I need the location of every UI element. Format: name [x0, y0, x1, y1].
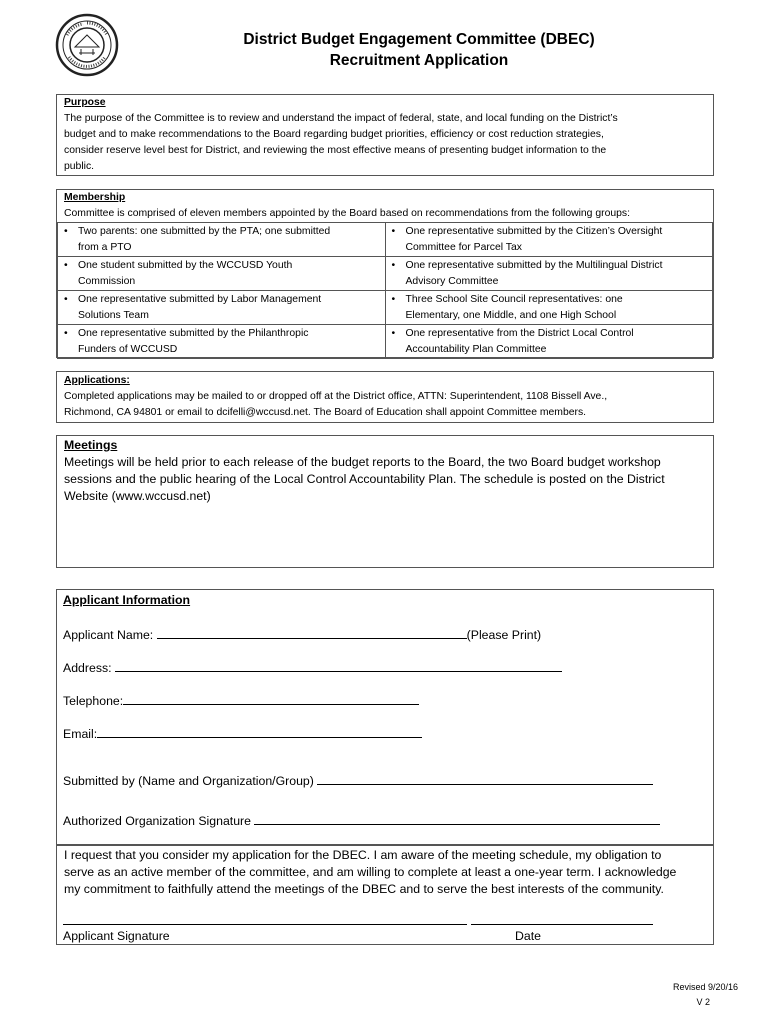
meetings-line: sessions and the public hearing of the Local Control Accountability Plan. The schedule is posted on the District [64, 472, 665, 486]
purpose-line: budget and to make recommendations to the Board regarding budget priorities, efficiency or cost reduction strategies, [64, 129, 604, 140]
applications-line: Completed applications may be mailed to or dropped off at the District office, ATTN: Superintendent, 1108 Bissell Ave., [64, 391, 608, 402]
submitted-by-label: Submitted by (Name and Organization/Group) [63, 774, 314, 788]
purpose-line: The purpose of the Committee is to review and understand the impact of federal, state, and local funding on the District’s [64, 113, 618, 124]
purpose-line: consider reserve level best for District, and reviewing the most effective means of presenting budget information to the [64, 145, 607, 156]
membership-section [56, 189, 714, 358]
address-field[interactable] [115, 659, 562, 672]
email-field[interactable] [97, 725, 422, 738]
purpose-line: public. [64, 161, 95, 172]
date-field[interactable] [471, 912, 653, 925]
meetings-line: Website (www.wccusd.net) [64, 489, 211, 503]
date-label: Date [515, 929, 541, 943]
applicant-name-row [63, 626, 541, 642]
applicant-heading: Applicant Information [63, 593, 191, 607]
purpose-heading: Purpose [64, 97, 106, 108]
purpose-section [56, 94, 714, 176]
document-subtitle: Recruitment Application [329, 52, 509, 69]
address-label: Address: [63, 661, 112, 675]
applicant-name-field[interactable] [157, 626, 467, 639]
applications-line: Richmond, CA 94801 or email to dcifelli@wccusd.net. The Board of Education shall appoint Committee members. [64, 407, 587, 418]
applicant-signature-label: Applicant Signature [63, 929, 170, 943]
member-group: One representative submitted by the Citizen’s Oversight [405, 226, 663, 237]
authorized-signature-field[interactable] [254, 812, 660, 825]
email-label: Email: [63, 727, 98, 741]
authorized-signature-label: Authorized Organization Signature [63, 814, 251, 828]
applications-heading: Applications: [64, 375, 130, 386]
table-row: • Two parents: one submitted by the PTA; one submitted from a PTO • One representative submitted by the Citizen’s Oversight Committee for Parcel Tax [58, 223, 713, 257]
member-group: Two parents: one submitted by the PTA; one submitted [78, 226, 331, 237]
telephone-row [63, 692, 419, 708]
email-row [63, 725, 422, 741]
table-row: • One representative submitted by Labor Management Solutions Team • Three School Site Council representatives: one Elementary, one Middle, and one High School [58, 291, 713, 325]
membership-table [57, 222, 713, 359]
table-row: • One representative submitted by the Philanthropic Funders of WCCUSD • One representative from the District Local Control Accountability Plan Committee [58, 325, 713, 359]
address-row [63, 659, 562, 675]
authorized-signature-row [63, 812, 660, 828]
please-print-label: (Please Print) [466, 628, 542, 642]
member-group: One representative submitted by the Philanthropic [78, 328, 309, 339]
meetings-section [56, 435, 714, 568]
applicant-signature-field[interactable] [63, 912, 467, 925]
document-title: District Budget Engagement Committee (DBEC) [243, 31, 595, 48]
member-group: One student submitted by the WCCUSD Youth [78, 260, 293, 271]
submitted-by-field[interactable] [317, 772, 653, 785]
submitted-by-row [63, 772, 653, 788]
member-group: One representative from the District Local Control [405, 328, 634, 339]
member-group: One representative submitted by the Multilingual District [405, 260, 663, 271]
meetings-line: Meetings will be held prior to each release of the budget reports to the Board, the two Board budget workshop [64, 455, 661, 469]
declaration-line: my commitment to faithfully attend the meetings of the DBEC and to serve the best interests of the community. [64, 882, 664, 896]
version-label: V 2 [696, 997, 710, 1007]
revised-date: Revised 9/20/16 [672, 982, 738, 992]
membership-intro: Committee is comprised of eleven members appointed by the Board based on recommendations from the following groups: [64, 208, 631, 219]
membership-heading: Membership [64, 192, 126, 203]
telephone-label: Telephone: [63, 694, 124, 708]
meetings-heading: Meetings [64, 438, 118, 452]
applications-section [56, 371, 714, 423]
telephone-field[interactable] [123, 692, 419, 705]
declaration-line: serve as an active member of the committee, and am willing to complete at least a one-year term. I acknowledge [64, 865, 677, 879]
member-group: Three School Site Council representatives: one [405, 294, 623, 305]
applicant-name-label: Applicant Name: [63, 628, 154, 642]
member-group: One representative submitted by Labor Management [78, 294, 322, 305]
declaration-line: I request that you consider my application for the DBEC. I am aware of the meeting schedule, my obligation to [64, 848, 662, 862]
table-row: • One student submitted by the WCCUSD Youth Commission • One representative submitted by the Multilingual District Advisory Committee [58, 257, 713, 291]
